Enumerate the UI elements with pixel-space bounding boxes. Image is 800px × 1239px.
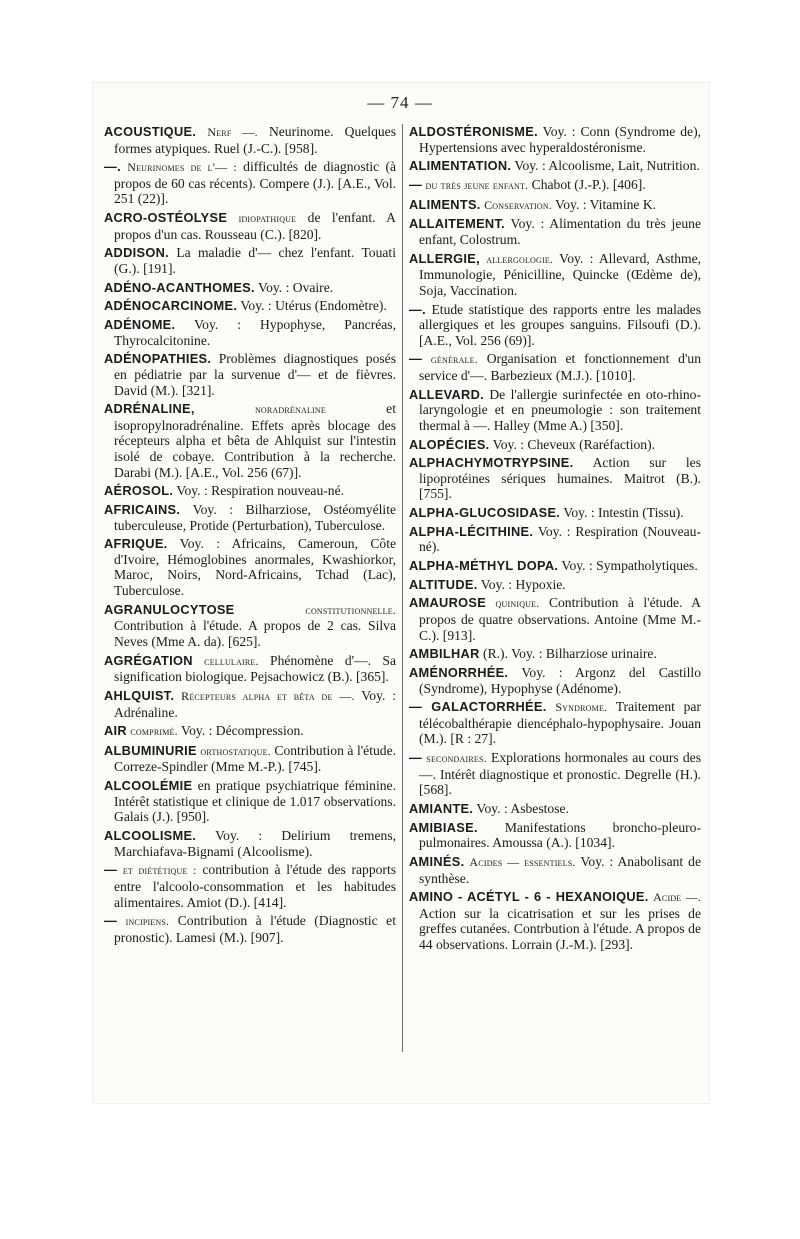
entry-text: Voy. : Ovaire. — [258, 279, 334, 295]
entry-text: Voy. : Intestin (Tissu). — [563, 505, 684, 521]
index-entry — [409, 177, 701, 194]
entry-qualifier: Acides — essentiels. — [469, 855, 576, 869]
entry-qualifier: générale. — [430, 352, 478, 367]
entry-text: Voy. : Conn (Syndrome de), Hypertensions avec hyperaldostéronisme. — [419, 124, 701, 155]
entry-text: Voy. : Respiration nouveau-né. — [176, 483, 345, 499]
entry-qualifier: Conservation. — [484, 197, 553, 212]
entry-text: Contribution à l'étude. A propos de 2 cas. Silva Neves (Mme A. da). [625]. — [114, 618, 396, 649]
entry-text: Traitement par télécobalthérapie diencéphalo-hypophysaire. Jouan (M.). [R : 27]. — [419, 699, 701, 747]
entry-text: Explorations hormonales au cours des —. Intérêt diagnostique et pronostic. Degrelle (H.). [568]. — [419, 750, 701, 798]
entry-headword: ALLERGIE, — [409, 250, 480, 266]
entry-text: en pratique psychiatrique féminine. Intérêt statistique et clinique de 1.017 observations. Galais (J.). [950]. — [114, 778, 396, 825]
index-entry — [409, 351, 701, 383]
entry-headword: AMBILHAR — [409, 646, 480, 662]
entry-qualifier: Nerf —. — [207, 125, 258, 139]
entry-headword: ALIMENTS. — [409, 196, 481, 212]
index-entry — [104, 159, 396, 207]
entry-headword: AMAUROSE — [409, 595, 487, 611]
index-entry — [409, 524, 701, 555]
entry-qualifier: cellulaire. — [204, 653, 259, 668]
entry-headword: ALLAITEMENT. — [409, 216, 506, 232]
index-entry — [104, 862, 396, 910]
index-entry — [409, 750, 701, 798]
entry-text: Contribution à l'étude. Correze-Spindler (Mme M.-P.). [745]. — [114, 742, 397, 775]
entry-headword: AMÉNORRHÉE. — [409, 665, 509, 680]
entry-headword: AGRÉGATION — [104, 652, 193, 668]
entry-headword: AÉROSOL. — [104, 483, 174, 499]
index-entry — [409, 699, 701, 747]
entry-headword: ALIMENTATION. — [409, 158, 512, 174]
entry-qualifier: orthostatique. — [200, 743, 271, 758]
index-entry — [409, 558, 701, 574]
entry-text: Voy. : Alimentation du très jeune enfant, Colostrum. — [419, 216, 701, 247]
index-entry — [104, 280, 396, 296]
entry-qualifier: allergologie. — [486, 251, 554, 266]
entry-text: (R.). Voy. : Bilharziose urinaire. — [483, 646, 657, 662]
index-entry — [409, 216, 701, 247]
entry-qualifier: idiopathique — [238, 211, 297, 226]
index-entry — [104, 913, 396, 945]
index-entry — [409, 889, 701, 952]
index-entry — [104, 351, 396, 398]
entry-text: Action sur les lipoprotéines sériques humaines. Maitrot (B.). [755]. — [419, 455, 701, 502]
entry-headword: ADÉNOME. — [104, 317, 176, 333]
index-entry — [409, 801, 701, 817]
index-entry — [409, 577, 701, 593]
entry-qualifier: comprimé. — [130, 724, 178, 739]
entry-headword: ALOPÉCIES. — [409, 436, 490, 452]
entry-text: Voy. : Vitamine K. — [555, 196, 657, 212]
entry-qualifier: constitutionnelle. — [305, 602, 396, 617]
entry-text: Voy. : Hypoxie. — [480, 576, 566, 592]
entry-text: Manifestations broncho-pleuro-pulmonaires. Amoussa (A.). [1034]. — [419, 819, 701, 851]
entry-text: Voy. : Décompression. — [181, 723, 304, 739]
entry-headword: ALDOSTÉRONISME. — [409, 124, 538, 139]
entry-qualifier: Neurinomes de l'— : — [127, 160, 237, 175]
entry-headword: — — [409, 176, 423, 192]
entry-headword: ALBUMINURIE — [104, 742, 197, 758]
index-entry — [409, 197, 701, 214]
entry-headword: ACOUSTIQUE. — [104, 124, 197, 139]
entry-text: Voy. : Anabolisant de synthèse. — [419, 854, 701, 886]
entry-text: Voy. : Bilharziose, Ostéomyélite tuberculeuse, Protide (Perturbation), Tuberculose. — [114, 502, 397, 533]
entry-text: La maladie d'— chez l'enfant. Touati (G.). [191]. — [114, 245, 396, 277]
entry-text: Voy. : Africains, Cameroun, Côte d'Ivoire, Hémoglobines anormales, Kwashiorkor, Maroc, Noirs, Nord-Africains, Tchad (Lac), Tuberculose. — [114, 536, 397, 599]
entry-headword: ALPHA-GLUCOSIDASE. — [409, 505, 561, 521]
entry-headword: ALCOOLISME. — [104, 828, 197, 844]
entry-qualifier: noradrénaline — [254, 402, 326, 417]
index-entry — [104, 723, 396, 740]
column-divider — [402, 124, 403, 1052]
entry-qualifier: Récepteurs alpha et bêta de —. — [181, 688, 355, 703]
page-number: — 74 — — [367, 93, 433, 112]
index-entry — [104, 210, 396, 242]
entry-text: Voy. : Argonz del Castillo (Syndrome), Hypophyse (Adénome). — [419, 665, 702, 696]
index-entry — [104, 828, 396, 859]
index-entry — [409, 437, 701, 453]
index-entry — [104, 502, 396, 533]
entry-text: Organisation et fonctionnement d'un service d'—. Barbezieux (M.J.). [1010]. — [419, 351, 702, 383]
entry-text: Voy. : Sympatholytiques. — [561, 558, 698, 574]
index-entry — [409, 158, 701, 174]
entry-text: Voy. : Alcoolisme, Lait, Nutrition. — [514, 158, 700, 174]
entry-qualifier: du très jeune enfant. — [425, 177, 529, 192]
entry-text: Action sur la cicatrisation et sur les prises de greffes cutanées. Contrbution à l'étude. A propos de 44 observations. Lorrain (J.-M.). [293]. — [419, 905, 701, 953]
right-column — [409, 124, 701, 956]
index-entry — [104, 124, 396, 156]
entry-text: Voy. : Delirium tremens, Marchiafava-Bignami (Alcoolisme). — [114, 828, 397, 859]
entry-text: Phénomène d'—. Sa signification biologique. Pejsachowicz (B.). [365]. — [114, 652, 396, 685]
entry-headword: —. — [104, 159, 121, 175]
entry-text: de l'enfant. A propos d'un cas. Rousseau (C.). [820]. — [114, 210, 396, 242]
index-entry — [104, 602, 396, 650]
entry-text: Voy. : Asbestose. — [476, 801, 569, 817]
entry-text: Problèmes diagnostiques posés en pédiatrie par la survenue d'— et de fièvres. David (M.). [321]. — [114, 351, 396, 398]
index-entry — [409, 455, 701, 502]
entry-qualifier: incipiens. — [125, 914, 170, 929]
entry-text: Voy. : Utérus (Endomètre). — [240, 298, 387, 314]
entry-headword: ALLEVARD. — [409, 386, 484, 402]
entry-headword: — — [409, 750, 423, 766]
entry-text: contribution à l'étude des rapports entre l'alcoolo-consommation et les habitudes alimentaires. Amiot (D.). [414]. — [114, 862, 397, 910]
entry-headword: ACRO-OSTÉOLYSE — [104, 210, 228, 226]
entry-text: difficultés de diagnostic (à propos de 60 cas récents). Compere (J.). [A.E., Vol. 251 (22)]. — [114, 159, 397, 207]
entry-text: Contribution à l'étude (Diagnostic et pronostic). Lamesi (M.). [907]. — [114, 913, 396, 945]
index-entry — [104, 536, 396, 598]
entry-text: Voy. : Allevard, Asthme, Immunologie, Pénicilline, Quincke (Œdème de), Soja, Vaccination. — [419, 250, 702, 298]
entry-headword: AMINO - ACÉTYL - 6 - HEXANOIQUE. — [409, 889, 649, 905]
index-entry — [409, 124, 701, 155]
entry-qualifier: quinique. — [495, 596, 540, 611]
entry-headword: ALPHACHYMOTRYPSINE. — [409, 455, 574, 471]
entry-headword: AMIBIASE. — [409, 819, 478, 835]
index-entry — [104, 317, 396, 348]
entry-headword: AFRICAINS. — [104, 502, 181, 517]
index-entry — [409, 302, 701, 349]
entry-text: Voy. : Respiration (Nouveau-né). — [419, 523, 701, 555]
entry-headword: ADÉNO-ACANTHOMES. — [104, 279, 255, 295]
entry-headword: ADRÉNALINE, — [104, 401, 195, 417]
entry-headword: ALTITUDE. — [409, 576, 478, 592]
index-entry — [104, 743, 396, 775]
index-entry — [104, 401, 396, 480]
entry-headword: AFRIQUE. — [104, 536, 168, 552]
entry-text: Voy. : Cheveux (Raréfaction). — [492, 436, 655, 452]
index-entry — [409, 251, 701, 299]
index-entry — [104, 245, 396, 276]
index-entry — [104, 483, 396, 499]
index-entry — [409, 505, 701, 521]
index-entry — [409, 387, 701, 434]
entry-headword: — — [104, 862, 118, 878]
entry-headword: —. — [409, 301, 426, 317]
index-entry — [409, 665, 701, 696]
entry-qualifier: Syndrome. — [555, 700, 608, 715]
entry-headword: ADÉNOPATHIES. — [104, 351, 212, 367]
entry-headword: ADDISON. — [104, 245, 169, 261]
index-entry — [104, 653, 396, 685]
entry-headword: AMIANTE. — [409, 801, 474, 817]
index-entry — [409, 595, 701, 643]
entry-headword: ALPHA-MÉTHYL DOPA. — [409, 558, 559, 574]
entry-headword: ALPHA-LÉCITHINE. — [409, 523, 534, 539]
entry-qualifier: secondaires. — [426, 751, 487, 766]
entry-text: Contribution à l'étude. A propos de quatre observations. Antoine (Mme M.-C.). [913]. — [419, 595, 702, 643]
entry-text: De l'allergie surinfectée en oto-rhino-laryngologie et en pneumologie : son traitement thermal à —. Halley (Mme A.) [350]. — [419, 386, 701, 433]
index-entry — [104, 298, 396, 314]
entry-qualifier: et diététique : — [122, 863, 197, 878]
left-column — [104, 124, 396, 948]
index-entry — [409, 646, 701, 662]
entry-text: et isopropylnoradrénaline. Effets après blocage des récepteurs alpha et bêta de Ahlquist sur l'intestin isolé de cobaye. Contribution à la recherche. Darabi (M.). [A.E., Vol. 256 (67)]. — [114, 401, 396, 480]
entry-text: Etude statistique des rapports entre les malades allergiques et les groupes sanguins. Filsoufi (D.). [A.E., Vol. 256 (69)]. — [419, 301, 701, 348]
index-entry — [104, 688, 396, 720]
index-entry — [409, 820, 701, 851]
entry-qualifier: Acide —. — [653, 890, 702, 905]
entry-headword: AHLQUIST. — [104, 687, 175, 703]
entry-text: Chabot (J.-P.). [406]. — [531, 176, 646, 192]
entry-headword: AMINÉS. — [409, 854, 465, 869]
index-entry — [409, 854, 701, 886]
entry-headword: ADÉNOCARCINOME. — [104, 298, 238, 314]
entry-headword: — — [409, 351, 423, 367]
entry-text: Voy. : Hypophyse, Pancréas, Thyrocalcitonine. — [114, 317, 396, 348]
entry-headword: AGRANULOCYTOSE — [104, 601, 235, 617]
entry-headword: ALCOOLÉMIE — [104, 778, 193, 794]
index-entry — [104, 778, 396, 825]
entry-headword: AIR — [104, 723, 127, 739]
entry-headword: — — [104, 913, 118, 929]
entry-headword: — GALACTORRHÉE. — [409, 699, 547, 715]
entry-text: Voy. : Adrénaline. — [114, 687, 397, 720]
entry-text: Neurinome. Quelques formes atypiques. Ruel (J.-C.). [958]. — [114, 124, 396, 156]
